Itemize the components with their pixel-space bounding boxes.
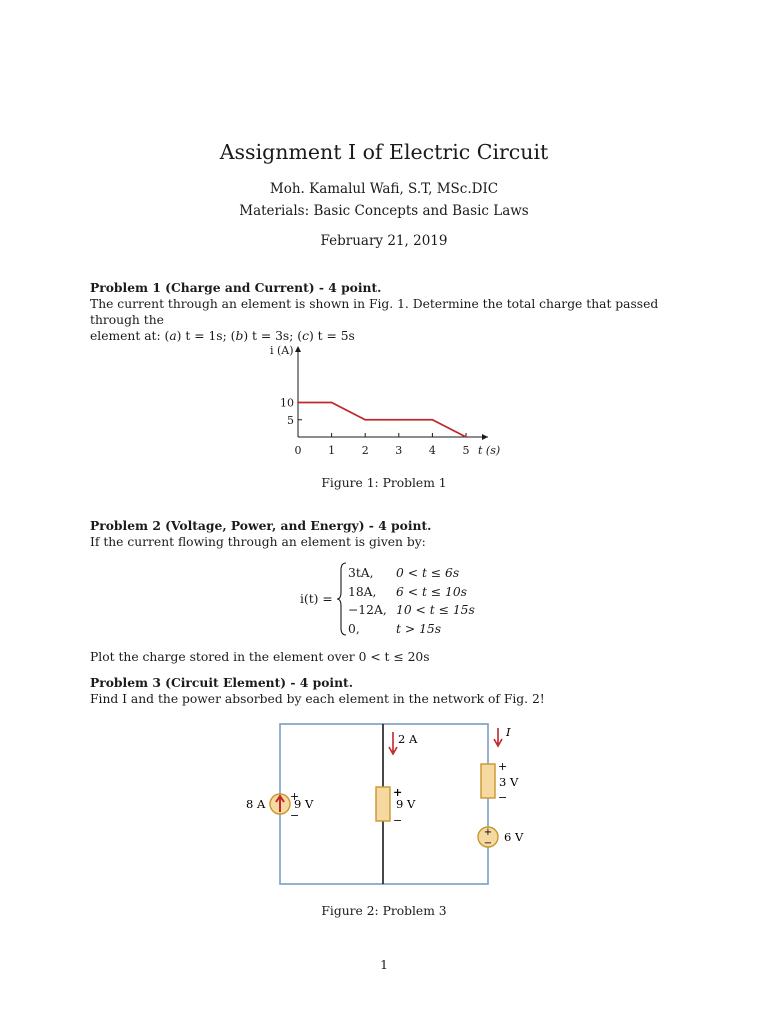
problem2-intro: If the current flowing through an element is given by:: [90, 535, 426, 549]
part-c-label: c: [302, 329, 309, 343]
current-series-line: [298, 403, 466, 438]
left-brace: [336, 562, 348, 636]
case-value: 0,: [348, 621, 360, 636]
minus-sign: −: [290, 809, 300, 822]
x-tick-label: 1: [328, 444, 336, 457]
figure2-caption: Figure 2: Problem 3: [321, 904, 447, 918]
case-condition: 6 < t ≤ 10s: [396, 584, 467, 599]
case-value: 3tA,: [348, 566, 374, 580]
problem2-plot-instruction: Plot the charge stored in the element over 0 < t ≤ 20s: [90, 650, 430, 664]
x-tick-label: 4: [428, 444, 436, 457]
current-source-8a: [270, 794, 290, 814]
part-b-text: ) t = 3s; (: [243, 329, 303, 343]
middle-voltage-label: 9 V: [396, 797, 416, 811]
data-point: [465, 436, 467, 438]
x-tick-label: 5: [462, 444, 470, 457]
branch-current-label: 2 A: [398, 732, 418, 746]
document-title: Assignment I of Electric Circuit: [219, 140, 549, 164]
minus-sign: −: [393, 814, 403, 827]
part-a-label: a: [169, 329, 177, 343]
part-b-label: b: [235, 329, 244, 343]
minus-sign: −: [483, 838, 493, 849]
problem1-text: [90, 296, 690, 344]
figure1-caption: Figure 1: Problem 1: [321, 476, 447, 490]
data-point: [297, 402, 299, 404]
minus-sign: −: [498, 791, 508, 804]
y-axis-arrow-icon: [295, 346, 301, 352]
down-arrow-icon: [389, 732, 397, 754]
right-source-voltage-label: 6 V: [504, 830, 524, 844]
plus-sign: +: [483, 827, 493, 838]
y-tick-label: 10: [280, 396, 294, 410]
case-value: −12A,: [348, 603, 387, 617]
y-tick-label: 5: [287, 413, 294, 427]
part-c-text: ) t = 5s: [308, 329, 355, 343]
voltage-source-6v: [478, 827, 498, 849]
right-current-label: I: [506, 725, 511, 739]
data-point: [398, 419, 400, 421]
right-resistor-voltage-label: 3 V: [499, 775, 519, 789]
data-point: [364, 419, 366, 421]
y-axis-label: i (A): [270, 344, 294, 357]
date-line: February 21, 2019: [320, 233, 448, 249]
problem3-title: Problem 3 (Circuit Element) - 4 point.: [90, 675, 353, 690]
right-resistor: [481, 764, 495, 798]
part-a-text: ) t = 1s; (: [176, 329, 236, 343]
x-tick-label: 0: [294, 444, 302, 457]
case-condition: t > 15s: [396, 621, 442, 636]
plus-sign: +: [393, 786, 403, 799]
piecewise-values: [348, 564, 387, 638]
case-condition: 0 < t ≤ 6s: [396, 566, 460, 580]
page-number: 1: [380, 958, 388, 972]
case-value: 18A,: [348, 584, 377, 599]
author-line: Moh. Kamalul Wafi, S.T, MSc.DIC: [269, 181, 499, 197]
piecewise-conditions: [396, 564, 475, 638]
materials-line: Materials: Basic Concepts and Basic Laws: [239, 203, 529, 219]
x-tick-label: 3: [395, 444, 403, 457]
problem3-text: Find I and the power absorbed by each element in the network of Fig. 2!: [90, 692, 545, 706]
current-vs-time-chart: [260, 340, 520, 465]
problem1-line1: The current through an element is shown in Fig. 1. Determine the total charge that passed through the: [90, 297, 659, 327]
source-voltage-label: 9 V: [294, 797, 314, 811]
problem2-title: Problem 2 (Voltage, Power, and Energy) - 4 point.: [90, 518, 432, 533]
middle-element: [376, 787, 390, 821]
source-current-label: 8 A: [246, 797, 266, 811]
circuit-diagram: [230, 718, 550, 890]
plus-sign: +: [498, 760, 508, 773]
problem1-line2-prefix: element at: (: [90, 329, 170, 343]
plus-sign: +: [290, 790, 300, 803]
data-point: [432, 419, 434, 421]
problem1-title: Problem 1 (Charge and Current) - 4 point.: [90, 280, 382, 295]
x-tick-label: 2: [361, 444, 369, 457]
down-arrow-icon: [494, 728, 502, 746]
x-axis-label: t (s): [478, 444, 501, 457]
x-axis-arrow-icon: [482, 434, 488, 440]
case-condition: 10 < t ≤ 15s: [396, 603, 475, 617]
data-point: [331, 402, 333, 404]
piecewise-lhs: i(t) =: [300, 592, 333, 606]
